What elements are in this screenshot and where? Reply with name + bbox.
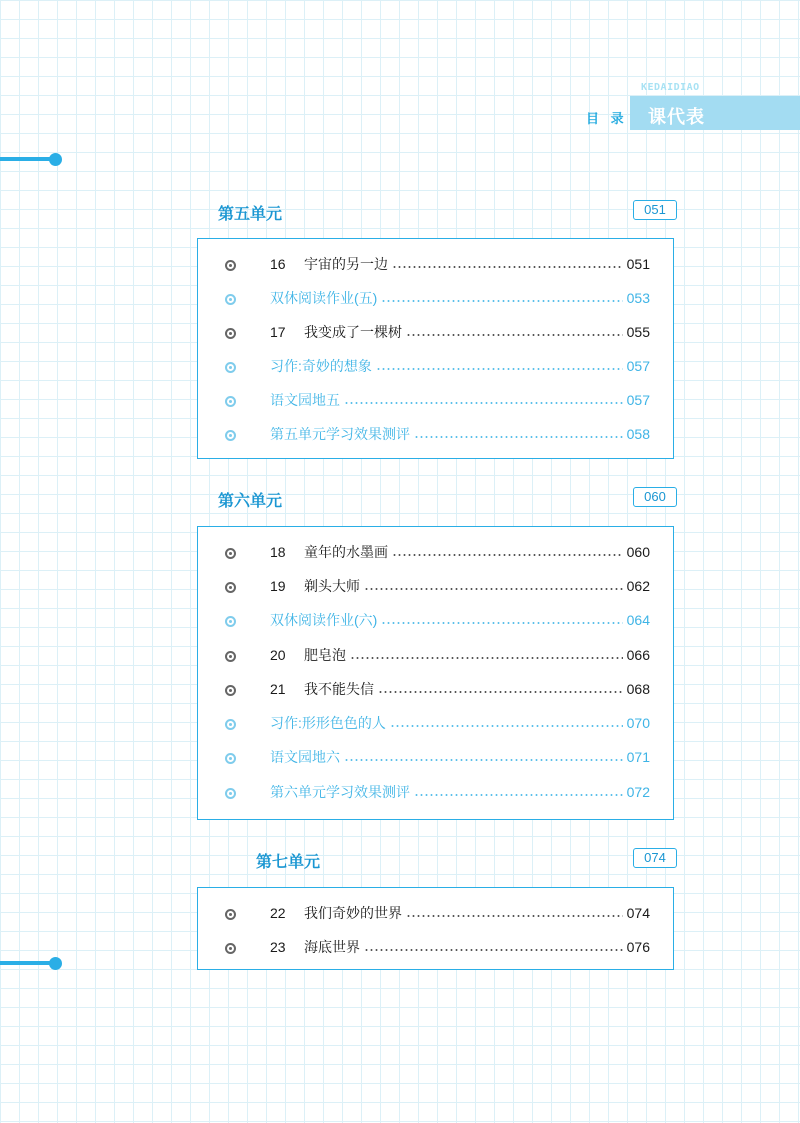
entry-title: 语文园地六 <box>270 749 340 765</box>
toc-entry[interactable] <box>198 937 673 961</box>
bullet-icon <box>225 294 236 305</box>
lesson-number: 20 <box>270 647 286 663</box>
entry-title: 习作:形形色色的人 <box>270 715 386 731</box>
entry-page: 060 <box>626 544 650 560</box>
entry-page: 071 <box>626 749 650 765</box>
entry-page: 057 <box>626 392 650 408</box>
toc-entry[interactable] <box>198 747 673 771</box>
lesson-number: 23 <box>270 939 286 955</box>
bullet-icon <box>225 362 236 373</box>
leader-dots <box>414 436 623 438</box>
leader-dots <box>392 266 623 268</box>
bullet-icon <box>225 396 236 407</box>
lesson-number: 16 <box>270 256 286 272</box>
entry-title: 双休阅读作业(五) <box>270 290 378 306</box>
entry-page: 064 <box>626 612 650 628</box>
page-title: 课代表 <box>648 107 705 127</box>
header-pinyin: KEDAIDIAO <box>641 82 700 93</box>
bullet-icon <box>225 616 236 627</box>
entry-title: 宇宙的另一边 <box>304 256 388 272</box>
toc-entry[interactable] <box>198 356 673 380</box>
lesson-number: 17 <box>270 324 286 340</box>
bullet-icon <box>225 719 236 730</box>
leader-dots <box>364 588 623 590</box>
entry-title: 我变成了一棵树 <box>304 324 402 340</box>
leader-dots <box>381 300 622 302</box>
bullet-icon <box>225 909 236 920</box>
entry-page: 068 <box>626 681 650 697</box>
bullet-icon <box>225 943 236 954</box>
side-marker-dot-bottom <box>49 957 62 970</box>
leader-dots <box>414 794 623 796</box>
lesson-number: 18 <box>270 544 286 560</box>
entry-title: 剃头大师 <box>304 578 360 594</box>
entry-page: 055 <box>626 324 650 340</box>
side-marker-line-top <box>0 157 52 161</box>
entry-page: 051 <box>626 256 650 272</box>
leader-dots <box>406 334 623 336</box>
toc-entry[interactable] <box>198 713 673 737</box>
unit-7-title: 第七单元 <box>256 854 321 871</box>
entry-page: 076 <box>626 939 650 955</box>
bullet-icon <box>225 582 236 593</box>
leader-dots <box>406 915 623 917</box>
entry-title: 我不能失信 <box>304 681 374 697</box>
toc-entry[interactable] <box>198 424 673 448</box>
unit-7-page-badge[interactable]: 074 <box>633 848 677 868</box>
entry-title: 第五单元学习效果测评 <box>270 426 410 442</box>
entry-page: 053 <box>626 290 650 306</box>
toc-entry[interactable] <box>198 782 673 806</box>
leader-dots <box>376 368 623 370</box>
unit-6-contents-box <box>197 526 674 820</box>
bullet-icon <box>225 753 236 764</box>
bullet-icon <box>225 260 236 271</box>
leader-dots <box>381 622 622 624</box>
toc-entry[interactable] <box>198 288 673 312</box>
toc-entry[interactable] <box>198 254 673 278</box>
entry-title: 肥皂泡 <box>304 647 346 663</box>
entry-page: 057 <box>626 358 650 374</box>
leader-dots <box>350 657 623 659</box>
entry-title: 童年的水墨画 <box>304 544 388 560</box>
entry-page: 074 <box>626 905 650 921</box>
toc-entry[interactable] <box>198 903 673 927</box>
unit-7-contents-box <box>197 887 674 970</box>
entry-title: 海底世界 <box>304 939 360 955</box>
unit-6-page-badge[interactable]: 060 <box>633 487 677 507</box>
unit-6-title: 第六单元 <box>218 493 283 510</box>
toc-entry[interactable] <box>198 322 673 346</box>
entry-page: 070 <box>626 715 650 731</box>
leader-dots <box>344 759 623 761</box>
bullet-icon <box>225 328 236 339</box>
bullet-icon <box>225 788 236 799</box>
toc-entry[interactable] <box>198 390 673 414</box>
entry-title: 习作:奇妙的想象 <box>270 358 372 374</box>
entry-title: 我们奇妙的世界 <box>304 905 402 921</box>
entry-title: 第六单元学习效果测评 <box>270 784 410 800</box>
toc-entry[interactable] <box>198 610 673 634</box>
bullet-icon <box>225 430 236 441</box>
lesson-number: 19 <box>270 578 286 594</box>
entry-title: 语文园地五 <box>270 392 340 408</box>
leader-dots <box>344 402 623 404</box>
unit-5-contents-box <box>197 238 674 459</box>
side-marker-line-bottom <box>0 961 52 965</box>
lesson-number: 21 <box>270 681 286 697</box>
leader-dots <box>390 725 623 727</box>
bullet-icon <box>225 651 236 662</box>
side-marker-dot-top <box>49 153 62 166</box>
unit-5-page-badge[interactable]: 051 <box>633 200 677 220</box>
unit-5-title: 第五单元 <box>218 206 283 223</box>
entry-page: 062 <box>626 578 650 594</box>
entry-page: 066 <box>626 647 650 663</box>
toc-entry[interactable] <box>198 542 673 566</box>
entry-page: 058 <box>626 426 650 442</box>
toc-entry[interactable] <box>198 576 673 600</box>
bullet-icon <box>225 685 236 696</box>
lesson-number: 22 <box>270 905 286 921</box>
entry-title: 双休阅读作业(六) <box>270 612 378 628</box>
toc-entry[interactable] <box>198 645 673 669</box>
leader-dots <box>392 554 623 556</box>
contents-label: 目 录 <box>586 111 628 126</box>
toc-entry[interactable] <box>198 679 673 703</box>
leader-dots <box>364 949 623 951</box>
entry-page: 072 <box>626 784 650 800</box>
bullet-icon <box>225 548 236 559</box>
leader-dots <box>378 691 623 693</box>
